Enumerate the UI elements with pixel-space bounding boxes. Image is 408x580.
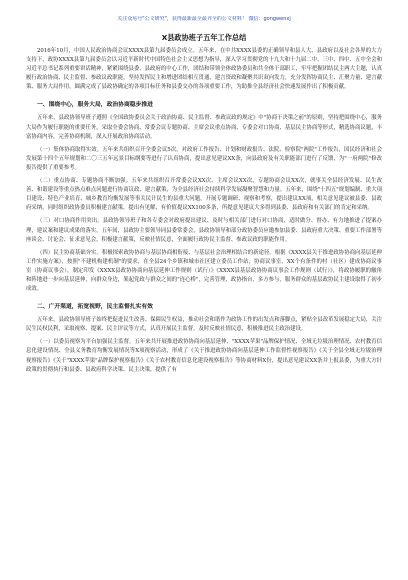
intro-paragraph: 2016年10月，中国人民政治协商会议XXXX县第九届委员会成立。五年来，在中共XXXX县委的正确领导和县人大、县政府以及社会各界的大力支持下，政协XXXX县第九届委员会以习近平新时代中国特色社会主义思想为指导，深入学习贯彻党的十九大和十九届二中、三中、四中、五中全会和习近平总书记系列重要讲话精神，紧紧围绕县委、县政府的中心工作，团结和带领全体政协委员和共全体干部职工，牢牢把握团结民主两大主题，认真履行政治协商、民主监督、参政议政职能，坚持发挥民主和增进团结相互贯通、建言资政和凝聚共识双向发力，充分发挥协商民主、汇聚力量、建言献策、服务大局作用，圆满完成了县政协确定的各项目标任务和县委交办的各项重要工作，为助推全县经济社会快速发展作出了积极贡献。 — [26, 48, 382, 91]
section-heading-2: 二、广开渠道，拓宽视野，民主监督扎实有效 — [37, 304, 153, 311]
document-page — [26, 0, 382, 375]
section1-paragraph-1: 五年来，县政协领导班子遵照《全国政协委员会关于政治协商、民主监督、参政议政的规定》中"协商于决策之前"的原则，坚持把围绕中心，服务大局作为履行职能的重要任务，采取全委会协商、常委会议专题协商、主席会议重点协商、专委会对口协商、基层民主协商等形式，精选协商议题，丰富协商内容，完善协商机制，深入开展政治协商活动。 — [26, 115, 382, 140]
section1-paragraph-5: （四）民主协商基础夯实。积极探索政协协商与基层协商相衔接、与基层社会治理相结合的新途径。根据《XXXX县关于推进政协协商向基层延伸工作实施方案》，按照"不建机构建机制"的要求，在全县24个乡镇和城市社区建立委员工作站，协商议事室，XX个有条件的村（社区）建成协商议事室（协商议事会），制定印发《XXXX县政协协商向基层延伸工作规则（试行）》《XXXX县基层政协协商议事会工作规则（试行）》，将政协履职的触角和阵地进一步向基层延伸，向群众身边，架起党政与群众之间的"连心桥"，完善管理，政协指台，多方参与，服务群众的基层政协民主建设取得了初步成效。 — [26, 249, 382, 293]
header-banner: 关注众易号"公文研究"，获得最新最全最齐全的公文材料！ 微信：gongwenxj — [117, 16, 291, 22]
section1-paragraph-3: （二）重点协商、专题协商不断加强。五年来共组织召开常委会议XX次、主席会议XX次、专题协商会议XX次，就事关全县经济发展、民生改善、和谐建设等重点热点难点问题进行协商议政、建言献策，为全县经济社会持续科学发展凝聚智慧和力量。五年来，围绕"十四五"规划编制、重大项目建设、特色产业培育、城乡教育均衡发展等事关民计民生的县重大问题，开展专题调研、视察和考察，提出建议XX项，相关意见建议被县委、县政府采纳。同时组织政协委员积极建言献策，提出有见解、有价值提议XX100多条，所提意见建议大多得到县委、县政府和有关部门的肯定和采纳。 — [26, 178, 382, 212]
section2-paragraph-2: （一）以委员视察为平台加强民主监督。五年来共开展推进政协协商向基层延伸、"XXXX苹果"品牌保护情况、全域无垃圾治理情况、农村教育信息化建设情况、全县义务教育均衡发展情况等X项视察活动，形成了《关于推进政协协商向基层延伸工作监督性视察报告》《关于全县全域无垃圾治理视察报告》《关于"XXXX苹果"品牌保护视察报告》《关于农村教育信息化建设视察报告》等协商材料X份，提出意见建议XX条并上报县委，为重大方针政策的贯彻执行和县委、县政府科学决策、民主决策，提供了有 — [26, 339, 382, 373]
section1-paragraph-2: （一）集体协商取得实效。五年来共组织召开全委会议5次，对政府工作报告、计划和财政报告、法院、检察院"两院"工作报告，国民经济和社会发展第十四个五年规划和二〇三五年远景目标纲要等进行了认真协商，提出意见建议XX条，向县政府及有关职能部门进行了反馈，为"一府两院"修改报告提供了重要参考。 — [26, 146, 382, 171]
section2-paragraph-1: 五年来，县政协领导班子始终把促进民生改善、保障民生权益，推动社会和谐作为政协工作的出发点和落脚点，紧贴全县改革发展稳定大局，关注民生民权民利，采取视察、提案、民主评议等方式，认真开展民主监督，及时反映社情民意，积极推进民主政治建设。 — [26, 317, 383, 333]
document-title: X县政协班子五年工作总结 — [161, 33, 247, 42]
section1-paragraph-4: （三）对口协商作用突出。县政协领导班子和各专委会对政府提出建议、及时与相关部门进行对口协商，适时做分、督办、有力地推进了提案办理，建议案和建议成果的落实，五年间，县政协主要领导同县委常委会，县政协领导和部分政协委员应邀参加县委、县政府重大决策、重要工作部署等座谈会、讨论会、征求意见会，积极建言献策，反映社情民意，全面履行政协民主监督、参政议政的职能作用。 — [26, 218, 382, 243]
section-heading-1: 一、围绕中心，服务大局，政治协商稳步推进 — [37, 102, 153, 109]
